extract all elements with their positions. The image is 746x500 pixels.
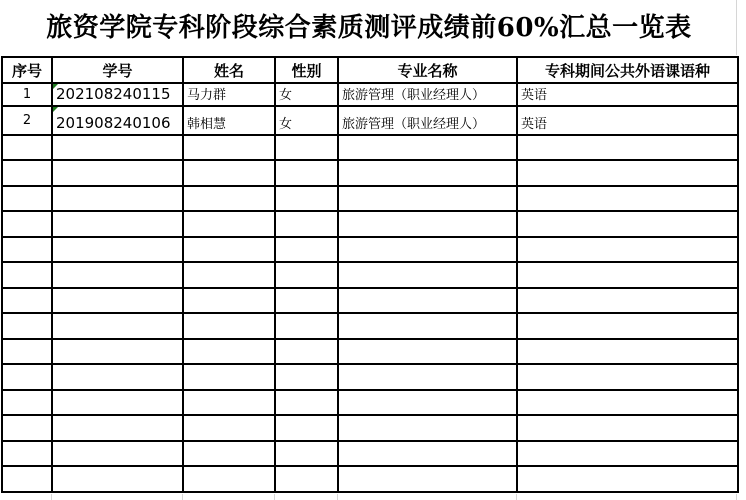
empty-cell[interactable]: [52, 135, 183, 160]
empty-cell[interactable]: [517, 364, 738, 389]
empty-cell[interactable]: [2, 364, 52, 389]
empty-cell[interactable]: [183, 186, 275, 211]
empty-cell[interactable]: [2, 160, 52, 185]
cell-index[interactable]: 1: [2, 83, 52, 106]
empty-cell[interactable]: [275, 237, 338, 262]
empty-cell[interactable]: [2, 415, 52, 440]
empty-cell[interactable]: [338, 364, 517, 389]
worksheet-gridline: [274, 494, 275, 500]
table-row: [2, 106, 738, 135]
table-row-empty: [2, 186, 738, 211]
empty-cell[interactable]: [52, 364, 183, 389]
cell-language[interactable]: 英语: [517, 83, 738, 106]
header-cell-major[interactable]: 专业名称: [338, 57, 517, 83]
header-cell-gender[interactable]: 性别: [275, 57, 338, 83]
empty-cell[interactable]: [275, 313, 338, 338]
empty-cell[interactable]: [275, 135, 338, 160]
empty-cell[interactable]: [517, 441, 738, 466]
worksheet-gridline: [182, 494, 183, 500]
table-row-empty: [2, 160, 738, 185]
empty-cell[interactable]: [275, 288, 338, 313]
header-cell-index[interactable]: 序号: [2, 57, 52, 83]
empty-cell[interactable]: [52, 466, 183, 492]
empty-cell[interactable]: [517, 313, 738, 338]
empty-cell[interactable]: [517, 262, 738, 287]
empty-cell[interactable]: [52, 237, 183, 262]
empty-cell[interactable]: [338, 390, 517, 415]
empty-cell[interactable]: [52, 415, 183, 440]
empty-cell[interactable]: [275, 364, 338, 389]
cell-student-id[interactable]: [52, 106, 183, 135]
empty-cell[interactable]: [338, 339, 517, 364]
table-row-empty: [2, 415, 738, 440]
empty-cell[interactable]: [183, 415, 275, 440]
empty-cell[interactable]: [517, 288, 738, 313]
empty-cell[interactable]: [183, 262, 275, 287]
empty-cell[interactable]: [183, 211, 275, 236]
table-row-empty: [2, 364, 738, 389]
empty-cell[interactable]: [2, 262, 52, 287]
empty-cell[interactable]: [2, 390, 52, 415]
empty-cell[interactable]: [517, 466, 738, 492]
cell-index[interactable]: 2: [2, 106, 52, 135]
empty-cell[interactable]: [183, 390, 275, 415]
empty-cell[interactable]: [183, 339, 275, 364]
table-row-empty: [2, 262, 738, 287]
empty-cell[interactable]: [275, 339, 338, 364]
empty-cell[interactable]: [52, 313, 183, 338]
empty-cell[interactable]: [275, 211, 338, 236]
empty-cell[interactable]: [338, 415, 517, 440]
empty-cell[interactable]: [275, 186, 338, 211]
empty-cell[interactable]: [2, 466, 52, 492]
cell-name[interactable]: 马力群: [183, 83, 275, 106]
student-id-value: 202108240115: [56, 85, 171, 104]
empty-cell[interactable]: [52, 390, 183, 415]
empty-cell[interactable]: [52, 339, 183, 364]
header-cell-language[interactable]: 专科期间公共外语课语种: [517, 57, 738, 83]
empty-cell[interactable]: [52, 288, 183, 313]
table-row-empty: [2, 211, 738, 236]
empty-cell[interactable]: [183, 313, 275, 338]
empty-cell[interactable]: [52, 441, 183, 466]
empty-cell[interactable]: [183, 441, 275, 466]
summary-table: [1, 56, 739, 493]
empty-cell[interactable]: [517, 135, 738, 160]
empty-cell[interactable]: [338, 441, 517, 466]
empty-cell[interactable]: [275, 415, 338, 440]
empty-cell[interactable]: [52, 160, 183, 185]
empty-cell[interactable]: [338, 237, 517, 262]
table-row-empty: [2, 237, 738, 262]
empty-cell[interactable]: [338, 211, 517, 236]
header-cell-student-id[interactable]: 学号: [52, 57, 183, 83]
empty-cell[interactable]: [338, 186, 517, 211]
empty-cell[interactable]: [52, 262, 183, 287]
empty-cell[interactable]: [517, 390, 738, 415]
empty-cell[interactable]: [2, 339, 52, 364]
empty-cell[interactable]: [2, 288, 52, 313]
cell-gender[interactable]: 女: [275, 106, 338, 135]
empty-cell[interactable]: [52, 186, 183, 211]
empty-cell[interactable]: [2, 313, 52, 338]
empty-cell[interactable]: [2, 135, 52, 160]
empty-cell[interactable]: [517, 415, 738, 440]
empty-cell[interactable]: [183, 135, 275, 160]
table-row-empty: [2, 135, 738, 160]
student-id-value: 201908240106: [56, 114, 171, 132]
empty-cell[interactable]: [52, 211, 183, 236]
table-row-empty: [2, 390, 738, 415]
empty-cell[interactable]: [338, 135, 517, 160]
empty-cell[interactable]: [2, 211, 52, 236]
empty-cell[interactable]: [517, 211, 738, 236]
empty-cell[interactable]: [2, 441, 52, 466]
empty-cell[interactable]: [183, 466, 275, 492]
text-number-indicator-icon: [53, 107, 58, 112]
text-number-indicator-icon: [53, 84, 58, 89]
empty-cell[interactable]: [338, 288, 517, 313]
table-row-empty: [2, 339, 738, 364]
cell-major[interactable]: 旅游管理（职业经理人）: [338, 83, 517, 106]
header-cell-name[interactable]: 姓名: [183, 57, 275, 83]
empty-cell[interactable]: [2, 237, 52, 262]
page-title: 旅资学院专科阶段综合素质测评成绩前60%汇总一览表: [46, 13, 692, 43]
empty-cell[interactable]: [338, 313, 517, 338]
empty-cell[interactable]: [183, 288, 275, 313]
empty-cell[interactable]: [517, 186, 738, 211]
header-row: [2, 57, 738, 83]
empty-cell[interactable]: [275, 466, 338, 492]
cell-gender[interactable]: 女: [275, 83, 338, 106]
cell-major[interactable]: 旅游管理（职业经理人）: [338, 106, 517, 135]
empty-cell[interactable]: [275, 160, 338, 185]
empty-cell[interactable]: [338, 262, 517, 287]
table-row-empty: [2, 288, 738, 313]
empty-cell[interactable]: [338, 160, 517, 185]
table-body: [2, 83, 738, 492]
worksheet-gridline: [337, 494, 338, 500]
table-row: [2, 83, 738, 106]
worksheet-gridline: [51, 494, 52, 500]
worksheet-gridline: [516, 494, 517, 500]
table-row-empty: [2, 441, 738, 466]
worksheet-gridline: [736, 494, 737, 500]
empty-cell[interactable]: [275, 390, 338, 415]
cell-student-id[interactable]: [52, 83, 183, 106]
empty-cell[interactable]: [517, 160, 738, 185]
empty-cell[interactable]: [517, 237, 738, 262]
cell-language[interactable]: 英语: [517, 106, 738, 135]
empty-cell[interactable]: [2, 186, 52, 211]
cell-name[interactable]: 韩相慧: [183, 106, 275, 135]
table-row-empty: [2, 466, 738, 492]
empty-cell[interactable]: [275, 441, 338, 466]
empty-cell[interactable]: [338, 466, 517, 492]
empty-cell[interactable]: [183, 364, 275, 389]
table-row-empty: [2, 313, 738, 338]
worksheet-gridline: [736, 0, 737, 55]
empty-cell[interactable]: [183, 237, 275, 262]
empty-cell[interactable]: [517, 339, 738, 364]
empty-cell[interactable]: [275, 262, 338, 287]
empty-cell[interactable]: [183, 160, 275, 185]
